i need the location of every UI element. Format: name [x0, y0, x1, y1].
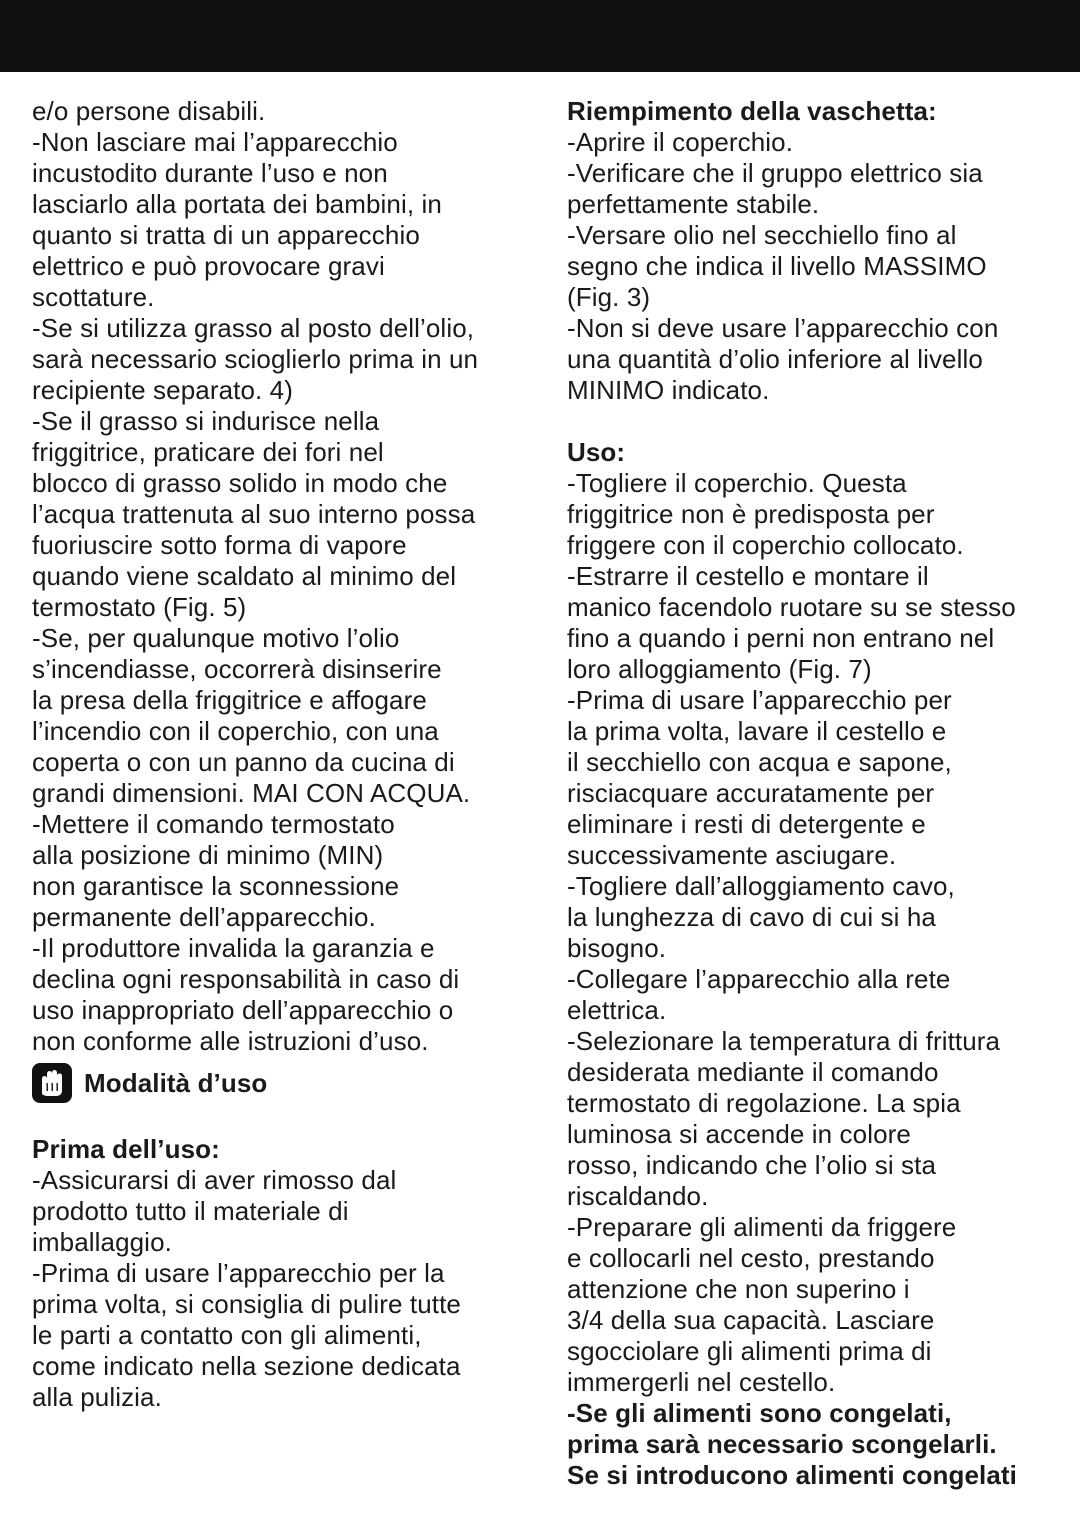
text-line: imballaggio. — [32, 1227, 172, 1257]
text-line: -Assicurarsi di aver rimosso dal — [32, 1165, 397, 1195]
text-line: blocco di grasso solido in modo che — [32, 468, 448, 498]
text-line: segno che indica il livello MASSIMO — [567, 251, 987, 281]
text-line: non conforme alle istruzioni d’uso. — [32, 1026, 429, 1056]
text-line: coperta o con un panno da cucina di — [32, 747, 455, 777]
text-line: -Preparare gli alimenti da friggere — [567, 1212, 957, 1242]
text-line: friggitrice, praticare dei fori nel — [32, 437, 384, 467]
text-line: quanto si tratta di un apparecchio — [32, 220, 420, 250]
text-line: sarà necessario scioglierlo prima in un — [32, 344, 479, 374]
left-column — [32, 96, 532, 1413]
header-bar — [0, 0, 1080, 72]
text-line: elettrico e può provocare gravi — [32, 251, 385, 281]
left-text-block-a — [32, 96, 532, 1057]
text-line: Se si introducono alimenti congelati — [567, 1460, 1017, 1490]
text-line: una quantità d’olio inferiore al livello — [567, 344, 983, 374]
right-text-block-fill — [567, 127, 1057, 406]
text-line: l’incendio con il coperchio, con una — [32, 716, 439, 746]
text-line: -Verificare che il gruppo elettrico sia — [567, 158, 983, 188]
text-line: e collocarli nel cesto, prestando — [567, 1243, 935, 1273]
text-line: le parti a contatto con gli alimenti, — [32, 1320, 422, 1350]
text-line: -Se il grasso si indurisce nella — [32, 406, 380, 436]
text-line: manico facendolo ruotare su se stesso — [567, 592, 1016, 622]
text-line: declina ogni responsabilità in caso di — [32, 964, 460, 994]
text-line: la presa della friggitrice e affogare — [32, 685, 427, 715]
right-text-block-use — [567, 468, 1057, 1398]
text-line: termostato (Fig. 5) — [32, 592, 247, 622]
section-title: Modalità d’uso — [84, 1067, 268, 1098]
text-line: e/o persone disabili. — [32, 96, 266, 126]
text-line: friggere con il coperchio collocato. — [567, 530, 964, 560]
text-line: eliminare i resti di detergente e — [567, 809, 926, 839]
text-line: alla pulizia. — [32, 1382, 162, 1412]
text-line: -Il produttore invalida la garanzia e — [32, 933, 435, 963]
text-line: riscaldando. — [567, 1181, 709, 1211]
heading-fill: Riempimento della vaschetta: — [567, 96, 937, 126]
text-line: fino a quando i perni non entrano nel — [567, 623, 995, 653]
text-line: MINIMO indicato. — [567, 375, 770, 405]
text-line: prima volta, si consiglia di pulire tutte — [32, 1289, 461, 1319]
text-line: l’acqua trattenuta al suo interno possa — [32, 499, 476, 529]
text-line: rosso, indicando che l’olio si sta — [567, 1150, 937, 1180]
text-line: -Prima di usare l’apparecchio per — [567, 685, 952, 715]
text-line: -Togliere il coperchio. Questa — [567, 468, 907, 498]
text-line: grandi dimensioni. MAI CON ACQUA. — [32, 778, 471, 808]
text-line: (Fig. 3) — [567, 282, 651, 312]
text-line: -Non si deve usare l’apparecchio con — [567, 313, 999, 343]
right-text-block-bold — [567, 1398, 1057, 1491]
section-heading — [32, 1063, 532, 1103]
text-line: come indicato nella sezione dedicata — [32, 1351, 461, 1381]
text-line: -Se gli alimenti sono congelati, — [567, 1398, 952, 1428]
text-line: risciacquare accuratamente per — [567, 778, 935, 808]
text-line: successivamente asciugare. — [567, 840, 897, 870]
text-line: s’incendiasse, occorrerà disinserire — [32, 654, 442, 684]
spacer — [567, 406, 1057, 437]
text-line: il secchiello con acqua e sapone, — [567, 747, 952, 777]
text-line: scottature. — [32, 282, 155, 312]
text-line: -Versare olio nel secchiello fino al — [567, 220, 957, 250]
text-line: fuoriuscire sotto forma di vapore — [32, 530, 407, 560]
text-line: la prima volta, lavare il cestello e — [567, 716, 947, 746]
text-line: attenzione che non superino i — [567, 1274, 910, 1304]
text-line: incustodito durante l’uso e non — [32, 158, 388, 188]
text-line: non garantisce la sconnessione — [32, 871, 400, 901]
text-line: -Collegare l’apparecchio alla rete — [567, 964, 951, 994]
text-line: sgocciolare gli alimenti prima di — [567, 1336, 932, 1366]
text-line: prodotto tutto il materiale di — [32, 1196, 349, 1226]
text-line: bisogno. — [567, 933, 667, 963]
text-line: recipiente separato. 4) — [32, 375, 294, 405]
text-line: desiderata mediante il comando — [567, 1057, 939, 1087]
text-line: perfettamente stabile. — [567, 189, 820, 219]
text-line: loro alloggiamento (Fig. 7) — [567, 654, 872, 684]
text-line: alla posizione di minimo (MIN) — [32, 840, 384, 870]
text-line: -Aprire il coperchio. — [567, 127, 794, 157]
text-line: -Mettere il comando termostato — [32, 809, 395, 839]
text-line: uso inappropriato dell’apparecchio o — [32, 995, 454, 1025]
text-line: prima sarà necessario scongelarli. — [567, 1429, 997, 1459]
text-line: lasciarlo alla portata dei bambini, in — [32, 189, 442, 219]
text-line: permanente dell’apparecchio. — [32, 902, 376, 932]
subheading-before-use: Prima dell’uso: — [32, 1134, 220, 1164]
text-line: quando viene scaldato al minimo del — [32, 561, 457, 591]
text-line: immergerli nel cestello. — [567, 1367, 836, 1397]
text-line: termostato di regolazione. La spia — [567, 1088, 961, 1118]
text-line: 3/4 della sua capacità. Lasciare — [567, 1305, 935, 1335]
heading-use: Uso: — [567, 437, 626, 467]
text-line: la lunghezza di cavo di cui si ha — [567, 902, 936, 932]
right-column — [567, 96, 1057, 1491]
hand-icon — [32, 1063, 72, 1103]
text-line: -Togliere dall’alloggiamento cavo, — [567, 871, 955, 901]
left-text-block-b — [32, 1165, 532, 1413]
text-line: elettrica. — [567, 995, 667, 1025]
text-line: -Estrarre il cestello e montare il — [567, 561, 929, 591]
text-line: -Se si utilizza grasso al posto dell’olio, — [32, 313, 475, 343]
text-line: -Prima di usare l’apparecchio per la — [32, 1258, 445, 1288]
text-line: -Selezionare la temperatura di frittura — [567, 1026, 1001, 1056]
text-line: -Non lasciare mai l’apparecchio — [32, 127, 398, 157]
text-line: friggitrice non è predisposta per — [567, 499, 935, 529]
text-line: -Se, per qualunque motivo l’olio — [32, 623, 400, 653]
spacer — [32, 1103, 532, 1134]
text-line: luminosa si accende in colore — [567, 1119, 911, 1149]
